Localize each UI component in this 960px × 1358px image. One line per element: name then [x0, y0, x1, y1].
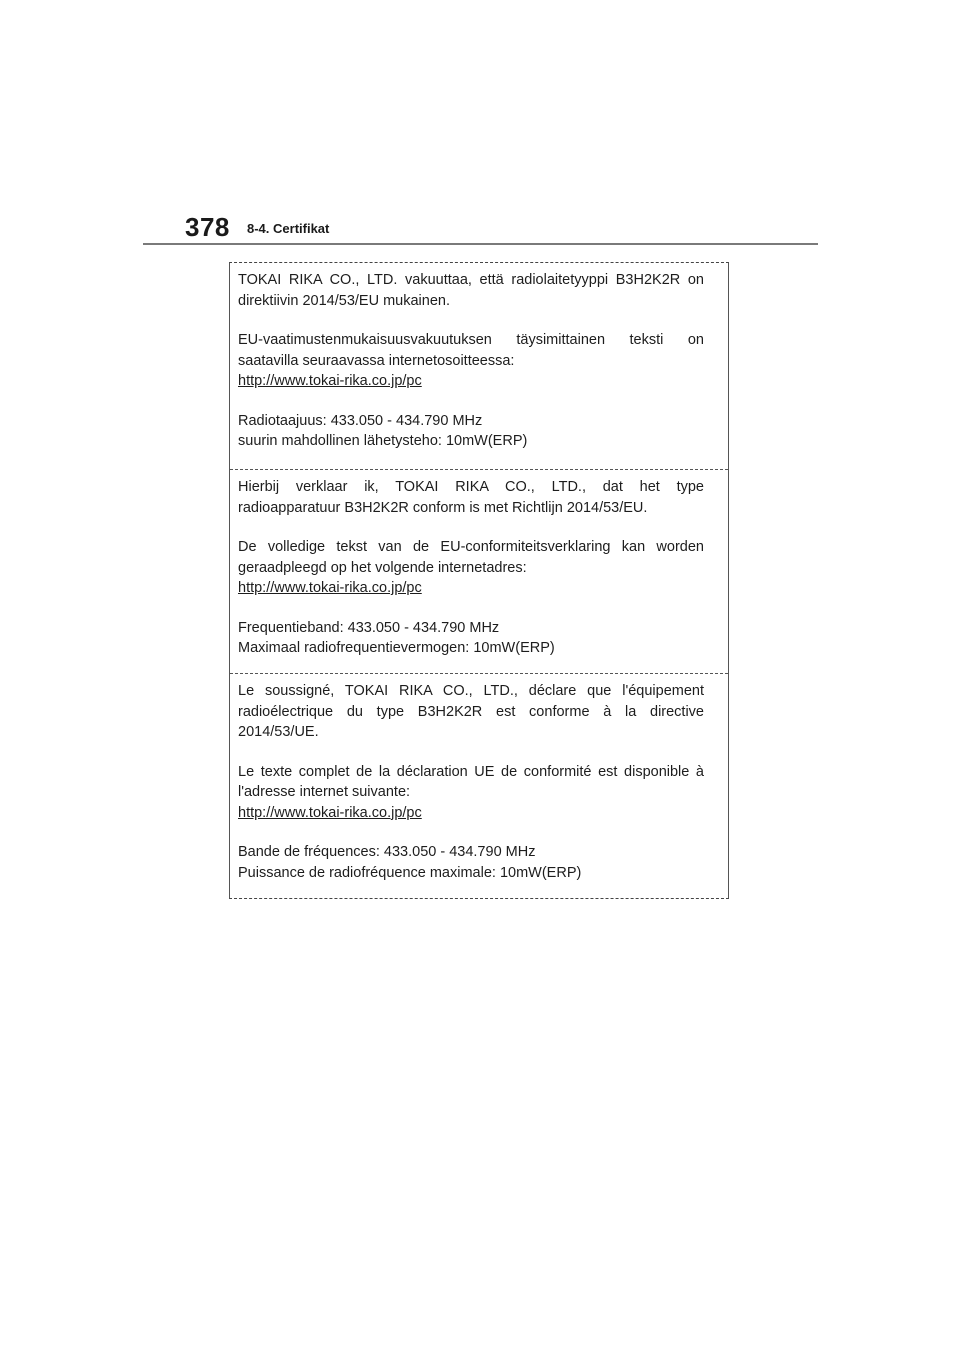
finnish-line-1: TOKAI RIKA CO., LTD. vakuuttaa, että radiolaitetyyppi B3H2K2R on: [238, 272, 704, 288]
french-line-4: Le texte complet de la déclaration UE de conformité est disponible à: [238, 763, 704, 780]
french-power: Puissance de radiofréquence maximale: 10mW(ERP): [238, 864, 582, 881]
dutch-frequency: Frequentieband: 433.050 - 434.790 MHz: [238, 619, 500, 636]
section-divider: [230, 673, 728, 674]
french-line-3: 2014/53/UE.: [238, 724, 319, 740]
dutch-line-2: radioapparatuur B3H2K2R conform is met Richtlijn 2014/53/EU.: [238, 499, 648, 516]
dutch-line-1: Hierbij verklaar ik, TOKAI RIKA CO., LTD., dat het type: [238, 479, 704, 495]
section-divider: [230, 469, 728, 470]
certificate-box: [229, 262, 729, 899]
french-line-2: radioélectrique du type B3H2K2R est conforme à la directive: [238, 703, 704, 720]
dutch-url-link[interactable]: http://www.tokai-rika.co.jp/pc: [238, 580, 422, 596]
dutch-power: Maximaal radiofrequentievermogen: 10mW(ERP): [238, 640, 555, 656]
finnish-line-4: saatavilla seuraavassa internetosoitteessa:: [238, 352, 515, 369]
certificate-french: [230, 681, 728, 883]
french-frequency: Bande de fréquences: 433.050 - 434.790 MHz: [238, 844, 536, 860]
finnish-line-3: EU-vaatimustenmukaisuusvakuutuksen täysimittainen teksti on: [238, 332, 704, 348]
section-title: 8-4. Certifikat: [247, 221, 330, 236]
certificate-dutch: [230, 477, 728, 659]
finnish-frequency: Radiotaajuus: 433.050 - 434.790 MHz: [238, 412, 483, 429]
page-number: 378: [185, 212, 230, 242]
finnish-line-2: direktiivin 2014/53/EU mukainen.: [238, 292, 450, 309]
french-line-5: l'adresse internet suivante:: [238, 784, 411, 800]
dutch-line-4: geraadpleegd op het volgende internetadres:: [238, 559, 527, 576]
french-url-link[interactable]: http://www.tokai-rika.co.jp/pc: [238, 804, 422, 821]
dutch-line-3: De volledige tekst van de EU-conformiteitsverklaring kan worden: [238, 539, 704, 555]
finnish-power: suurin mahdollinen lähetysteho: 10mW(ERP): [238, 433, 528, 449]
french-line-1: Le soussigné, TOKAI RIKA CO., LTD., déclare que l'équipement: [238, 683, 704, 699]
header-rule: [143, 243, 818, 245]
certificate-finnish: [230, 270, 728, 452]
finnish-url-link[interactable]: http://www.tokai-rika.co.jp/pc: [238, 373, 422, 389]
